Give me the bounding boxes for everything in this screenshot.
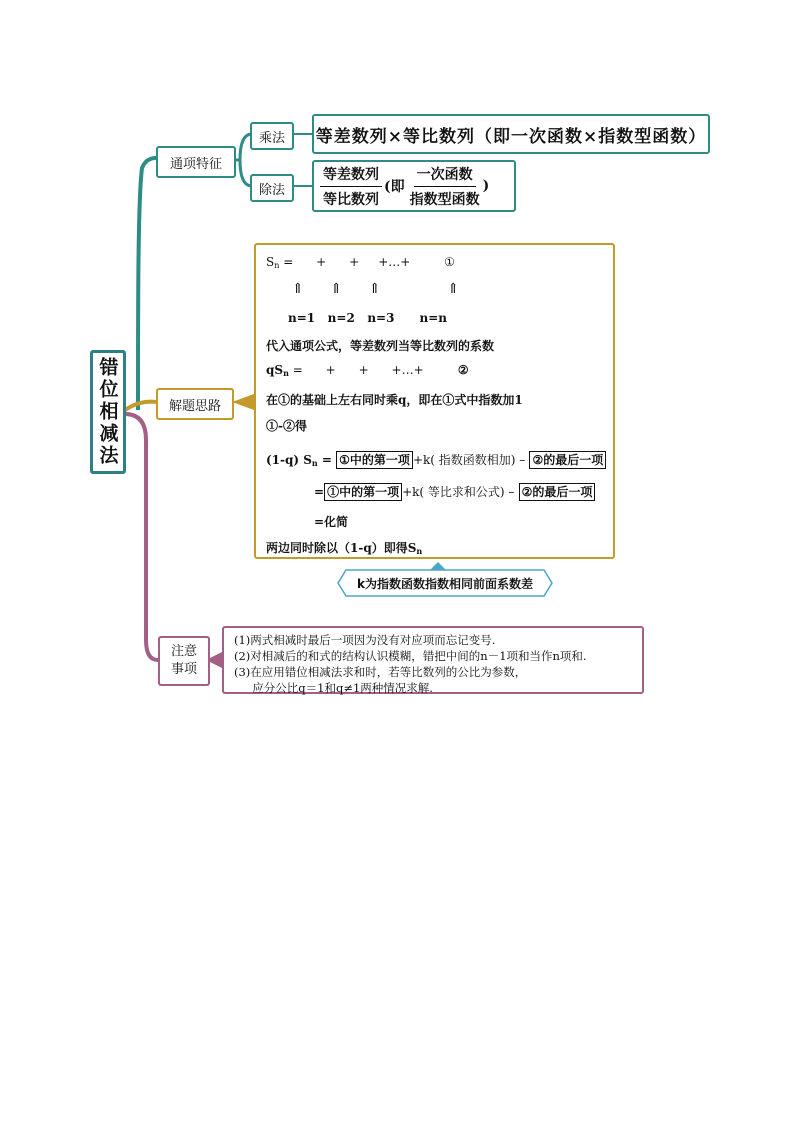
sum-terms: = + + +…+ — [279, 255, 411, 269]
inner-numerator: 一次函数 — [414, 164, 476, 187]
final-line — [266, 539, 422, 556]
q-sum-line — [266, 363, 469, 378]
q-sum-subscript: n — [283, 368, 289, 378]
equation-line-2 — [314, 483, 595, 500]
arrows-row: ⇑ ⇑ ⇑ ⇑ — [292, 281, 460, 297]
inner-denominator: 指数型函数 — [409, 191, 480, 208]
notes-box — [222, 626, 644, 694]
n-values-row: n=1 n=2 n=3 n=n — [288, 311, 448, 325]
box-first-term: ①中的第一项 — [336, 451, 413, 469]
note-item-3: (3)在应用错位相减法求和时，若等比数列的公比为参数， — [234, 665, 527, 679]
root-topic: 错位相减法 — [90, 350, 126, 474]
subtract-line: ①-②得 — [266, 419, 307, 433]
fraction-outer — [320, 164, 382, 209]
eq1-subscript: n — [311, 458, 318, 468]
eq2-middle: +k( 等比求和公式) – — [402, 485, 515, 499]
q-sum-terms: = + + +…+ — [288, 363, 424, 377]
formula-multiply: 等差数列×等比数列（即一次函数×指数型函数） — [312, 114, 710, 154]
node-features: 通项特征 — [156, 146, 236, 178]
sum-line — [266, 255, 455, 270]
callout-k-note: k为指数函数指数相同前面系数差 — [357, 576, 533, 591]
substitute-line: 代入通项公式，等差数列当等比数列的系数 — [266, 339, 495, 353]
box-first-term-2: ①中的第一项 — [324, 483, 402, 501]
note-item-1: (1)两式相减时最后一项因为没有对应项而忘记变号. — [234, 633, 496, 647]
note-item-4: 应分公比q＝1和q≠1两种情况求解. — [234, 681, 433, 695]
eq2-equals: = — [314, 485, 325, 499]
fraction-inner — [407, 164, 483, 209]
final-text: 两边同时除以（1-q）即得S — [266, 541, 417, 555]
equation-2-marker: ② — [457, 363, 469, 377]
node-divide: 除法 — [250, 174, 294, 202]
box-last-term-2: ②的最后一项 — [519, 483, 596, 501]
box-last-term: ②的最后一项 — [529, 451, 606, 469]
sum-symbol: S — [266, 255, 275, 269]
node-notes — [158, 636, 210, 686]
eq1-middle: +k( 指数函数相加) – — [412, 453, 526, 467]
q-sum-symbol: qS — [266, 363, 284, 377]
paren-prefix: (即 — [384, 179, 405, 195]
eq1-prefix: (1-q) S — [266, 453, 312, 467]
node-multiply: 乘法 — [250, 122, 294, 150]
formula-divide — [312, 160, 516, 212]
sum-subscript: n — [274, 261, 280, 270]
shift-line: 在①的基础上左右同时乘q，即在①式中指数加1 — [266, 393, 523, 407]
fraction-numerator: 等差数列 — [320, 164, 382, 187]
notes-label-2: 事项 — [170, 662, 197, 677]
equation-1-marker: ① — [444, 255, 455, 269]
eq1-equals: = — [317, 453, 332, 467]
final-subscript: n — [416, 546, 423, 556]
equation-line-1 — [266, 451, 606, 468]
paren-suffix: ) — [482, 178, 490, 194]
fraction-denominator: 等比数列 — [323, 191, 379, 208]
note-item-2: (2)对相减后的和式的结构认识模糊，错把中间的n－1项和当作n项和. — [234, 649, 587, 663]
node-method: 解题思路 — [156, 388, 234, 420]
simplify-line: =化简 — [314, 515, 349, 529]
notes-label-1: 注意 — [170, 644, 197, 659]
method-box — [254, 243, 615, 559]
